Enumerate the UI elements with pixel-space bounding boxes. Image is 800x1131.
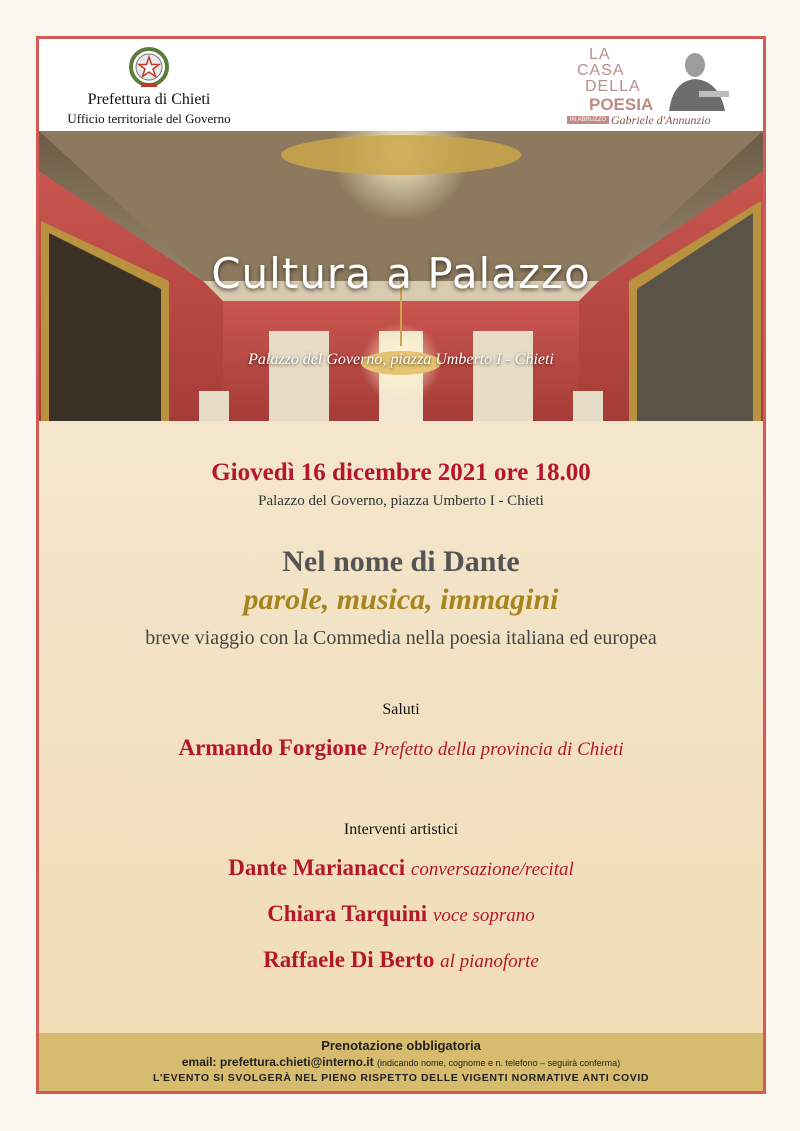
casa-della-poesia-logo — [567, 45, 737, 127]
greetings-line — [39, 735, 763, 761]
logo-text-la: LA — [589, 46, 611, 63]
prefect-name: Armando Forgione — [178, 735, 367, 760]
event-description: breve viaggio con la Commedia nella poesia italiana ed europea — [145, 627, 657, 649]
banner-title: Cultura a Palazzo — [211, 249, 591, 298]
email-label: email: — [181, 1055, 217, 1069]
artist-role: conversazione/recital — [410, 859, 574, 880]
booking-footer — [39, 1033, 763, 1091]
greetings-label: Saluti — [382, 701, 420, 718]
artist-role: voce soprano — [432, 905, 535, 926]
event-title: Nel nome di Dante — [282, 545, 520, 578]
artist-role: al pianoforte — [440, 951, 539, 972]
artist-line — [39, 947, 763, 973]
event-details — [39, 421, 763, 1033]
prefecture-subtitle: Ufficio territoriale del Governo — [67, 111, 231, 126]
booking-email-link[interactable]: prefettura.chieti@interno.it — [219, 1055, 374, 1069]
booking-required: Prenotazione obbligatoria — [321, 1038, 481, 1053]
logo-dedication: Gabriele d'Annunzio — [611, 113, 711, 127]
dannunzio-portrait-icon — [639, 47, 735, 111]
booking-email-line — [39, 1055, 763, 1069]
italian-republic-emblem-icon — [126, 45, 172, 91]
artist-name: Raffaele Di Berto — [263, 947, 435, 972]
logo-text-casa: CASA — [577, 62, 625, 79]
logo-region: IN ABRUZZO — [567, 116, 609, 124]
logo-text-poesia: POESIA — [589, 95, 654, 114]
poster-frame — [36, 36, 766, 1094]
artist-name: Dante Marianacci — [228, 855, 406, 880]
logo-text-della: DELLA — [585, 78, 641, 95]
artist-line — [39, 901, 763, 927]
poster-header — [39, 39, 763, 131]
email-note: (indicando nome, cognome e n. telefono – seguirà conferma) — [376, 1058, 621, 1068]
prefect-role: Prefetto della provincia di Chieti — [372, 739, 624, 760]
event-venue: Palazzo del Governo, piazza Umberto I - Chieti — [258, 493, 544, 509]
banner-subtitle: Palazzo del Governo, piazza Umberto I - Chieti — [248, 351, 554, 368]
performances-label: Interventi artistici — [343, 821, 459, 838]
artist-name: Chiara Tarquini — [267, 901, 428, 926]
prefecture-name: Prefettura di Chieti — [87, 91, 211, 108]
artist-line — [39, 855, 763, 881]
event-subtitle: parole, musica, immagini — [243, 583, 559, 616]
covid-notice: L'EVENTO SI SVOLGERÀ NEL PIENO RISPETTO DELLE VIGENTI NORMATIVE ANTI COVID — [152, 1072, 650, 1084]
hall-photo — [39, 131, 763, 421]
event-date: Giovedì 16 dicembre 2021 ore 18.00 — [211, 459, 591, 486]
